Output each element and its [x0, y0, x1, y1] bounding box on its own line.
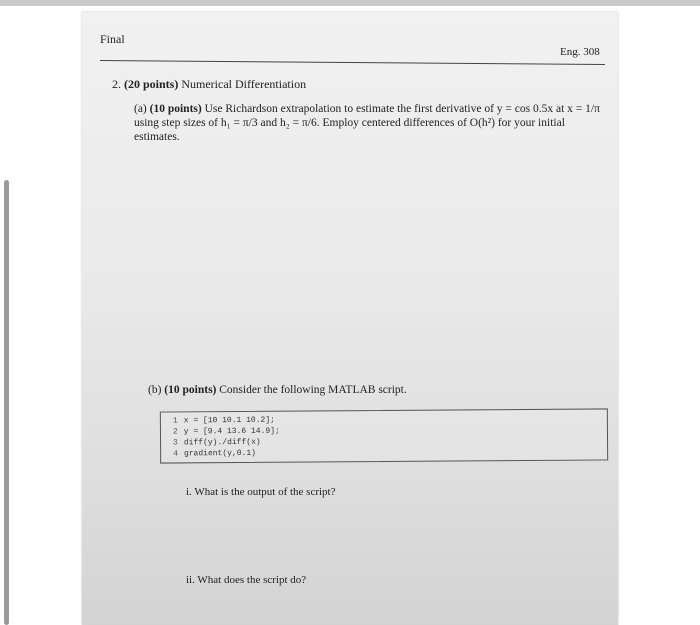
header-course-code: Eng. 308	[560, 46, 600, 58]
matlab-code-box	[160, 408, 608, 463]
scroll-indicator[interactable]	[4, 180, 9, 625]
code-line-text: x = [10 10.1 10.2];	[183, 415, 275, 426]
part-a-points: (10 points)	[149, 103, 202, 115]
code-line	[173, 449, 256, 459]
code-line-number: 2	[172, 427, 178, 437]
sub-question-ii: ii. What does the script do?	[186, 574, 307, 586]
code-line	[173, 438, 261, 448]
code-line	[173, 427, 280, 437]
sub-question-i: i. What is the output of the script?	[186, 486, 336, 498]
part-a-label: (a)	[134, 103, 147, 115]
code-line-text: y = [9.4 13.6 14.9];	[183, 426, 280, 437]
code-line	[173, 416, 275, 426]
question-title: Numerical Differentiation	[181, 77, 307, 91]
code-line-number: 4	[173, 449, 178, 459]
header-divider	[100, 60, 605, 65]
part-b-label: (b)	[148, 384, 162, 396]
code-line-number: 3	[173, 438, 178, 448]
question-heading	[112, 77, 306, 92]
header-final-label: Final	[100, 32, 125, 46]
part-b-points: (10 points)	[164, 384, 217, 396]
code-line-text: diff(y)./diff(x)	[183, 437, 261, 448]
part-b-text: Consider the following MATLAB script.	[219, 384, 407, 396]
question-points: (20 points)	[124, 77, 179, 91]
part-a-text: Use Richardson extrapolation to estimate the first derivative of y = cos 0.5x at x = 1/π using step sizes of h₁ = π/3 and h₂ = π/6. Employ centered differences of O(h²) for your initial estimates.	[134, 103, 600, 143]
code-line-text: gradient(y,0.1)	[183, 448, 256, 459]
part-a	[134, 102, 604, 144]
part-b	[148, 384, 407, 396]
exam-page	[82, 12, 618, 625]
question-number: 2.	[112, 77, 121, 91]
window-top-bar	[0, 0, 700, 6]
code-line-number: 1	[172, 416, 178, 426]
